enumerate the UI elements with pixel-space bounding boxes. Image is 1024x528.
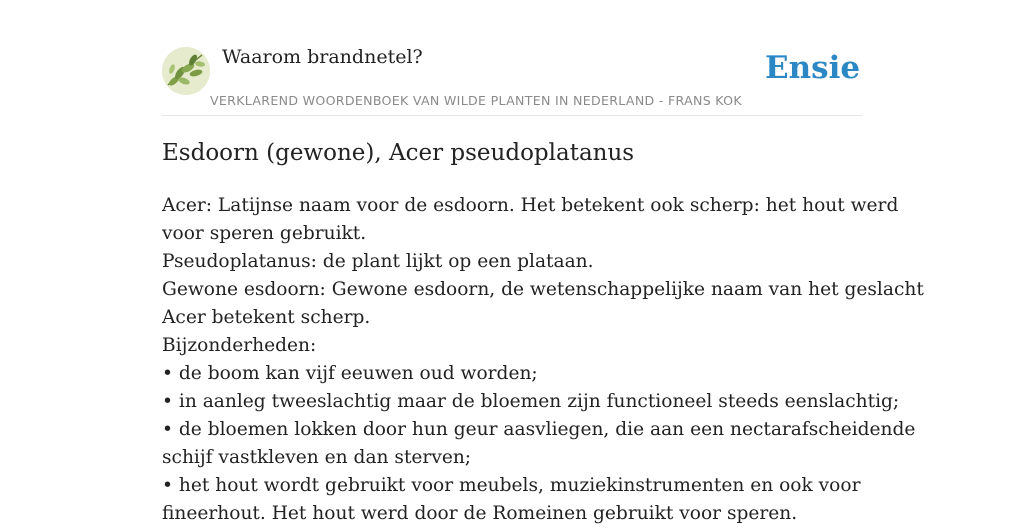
article-title: Esdoorn (gewone), Acer pseudoplatanus [162, 140, 635, 166]
article-line: • de bloemen lokken door hun geur aasvliegen, die aan een nectarafscheidende [162, 419, 916, 440]
article-line: Acer betekent scherp. [162, 307, 371, 328]
article-line: Bijzonderheden: [162, 335, 317, 356]
article-line: voor speren gebruikt. [162, 223, 367, 244]
dictionary-subtitle[interactable]: VERKLAREND WOORDENBOEK VAN WILDE PLANTEN IN NEDERLAND - FRANS KOK [210, 93, 742, 108]
article-line: • het hout wordt gebruikt voor meubels, muziekinstrumenten en ook voor [162, 475, 861, 496]
site-title[interactable]: Waarom brandnetel? [222, 46, 423, 68]
article-line: Acer: Latijnse naam voor de esdoorn. Het betekent ook scherp: het hout werd [162, 195, 899, 216]
article-line: • in aanleg tweeslachtig maar de bloemen zijn functioneel steeds eenslachtig; [162, 391, 900, 412]
ensie-logo[interactable]: Ensie [765, 50, 861, 86]
article-line: schijf vastkleven en dan sterven; [162, 447, 472, 468]
header-divider [162, 115, 862, 116]
article-line: Gewone esdoorn: Gewone esdoorn, de wetenschappelijke naam van het geslacht [162, 279, 924, 300]
article-line: • de boom kan vijf eeuwen oud worden; [162, 363, 538, 384]
article-line: Pseudoplatanus: de plant lijkt op een plataan. [162, 251, 594, 272]
article-line: fineerhout. Het hout werd door de Romeinen gebruikt voor speren. [162, 503, 798, 524]
article-body [162, 192, 924, 528]
nettle-leaves-icon[interactable] [162, 47, 210, 95]
